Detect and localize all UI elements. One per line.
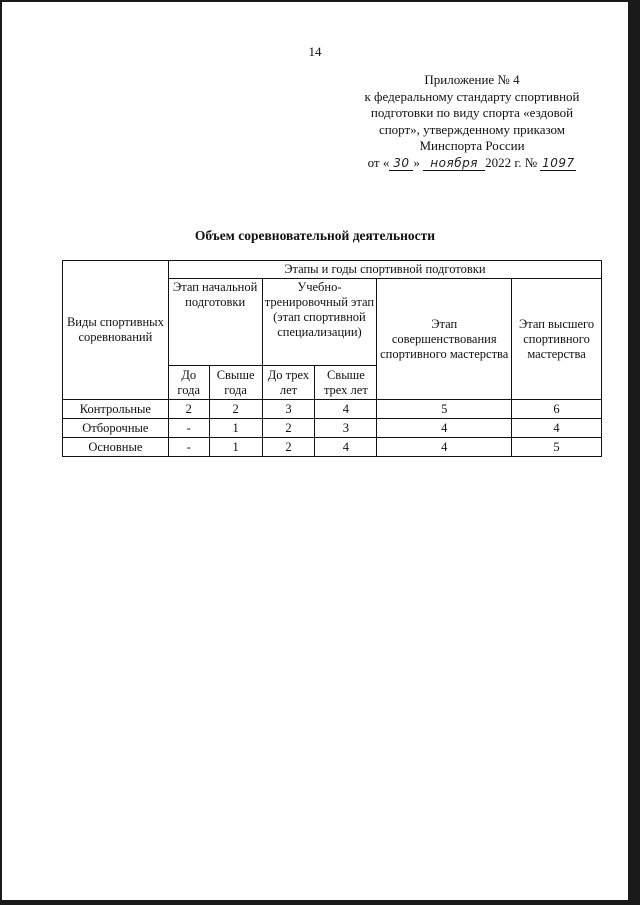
header-stage-training: Учебно-тренировочный этап (этап спортивной специализации) xyxy=(262,279,377,366)
table-cell: 4 xyxy=(315,400,377,419)
header-over-three-years: Свыше трех лет xyxy=(315,366,377,400)
date-mid: » xyxy=(413,154,420,170)
handwritten-day: 30 xyxy=(389,156,413,171)
table-cell: 4 xyxy=(377,438,512,457)
table-cell: 5 xyxy=(377,400,512,419)
header-competition-types: Виды спортивных соревнований xyxy=(63,261,169,400)
table-cell: 2 xyxy=(262,438,315,457)
appendix-header xyxy=(344,72,600,171)
table-row xyxy=(63,438,602,457)
table-cell: 2 xyxy=(168,400,209,419)
table-cell: 6 xyxy=(512,400,602,419)
table-cell: 3 xyxy=(262,400,315,419)
header-stage-improvement: Этап совершенствования спортивного мастерства xyxy=(377,279,512,400)
appendix-line: Минспорта России xyxy=(419,138,525,153)
appendix-line: спорт», утвержденному приказом xyxy=(378,121,566,137)
appendix-line: к федеральному стандарту спортивной xyxy=(364,88,580,104)
document-page xyxy=(2,2,628,900)
row-label: Основные xyxy=(63,438,169,457)
table-row xyxy=(63,419,602,438)
header-stage-higher: Этап высшего спортивного мастерства xyxy=(512,279,602,400)
date-year: 2022 г. № xyxy=(485,154,538,170)
table-row xyxy=(63,400,602,419)
table-cell: 4 xyxy=(377,419,512,438)
table-cell: 4 xyxy=(512,419,602,438)
table-cell: - xyxy=(168,419,209,438)
table-cell: 1 xyxy=(209,438,262,457)
header-up-to-three-years: До трех лет xyxy=(262,366,315,400)
handwritten-order-number: 1097 xyxy=(542,155,575,170)
row-label: Контрольные xyxy=(63,400,169,419)
order-date-line xyxy=(344,155,600,172)
date-prefix: от « xyxy=(367,154,390,170)
table-cell: 5 xyxy=(512,438,602,457)
page-number: 14 xyxy=(308,44,322,59)
header-over-year: Свыше года xyxy=(209,366,262,400)
table-cell: 3 xyxy=(315,419,377,438)
header-up-to-year: До года xyxy=(168,366,209,400)
table-cell: 4 xyxy=(315,438,377,457)
table-cell: - xyxy=(168,438,209,457)
handwritten-month: ноября xyxy=(423,156,485,171)
appendix-line: подготовки по виду спорта «ездовой xyxy=(370,105,574,120)
competition-volume-table xyxy=(62,260,602,457)
header-stage-initial: Этап начальной подготовки xyxy=(168,279,262,366)
section-heading: Объем соревновательной деятельности xyxy=(194,228,436,243)
table-cell: 2 xyxy=(209,400,262,419)
header-stages-group: Этапы и годы спортивной подготовки xyxy=(168,261,601,279)
appendix-title: Приложение № 4 xyxy=(424,72,520,87)
row-label: Отборочные xyxy=(63,419,169,438)
table-cell: 2 xyxy=(262,419,315,438)
table-cell: 1 xyxy=(209,419,262,438)
